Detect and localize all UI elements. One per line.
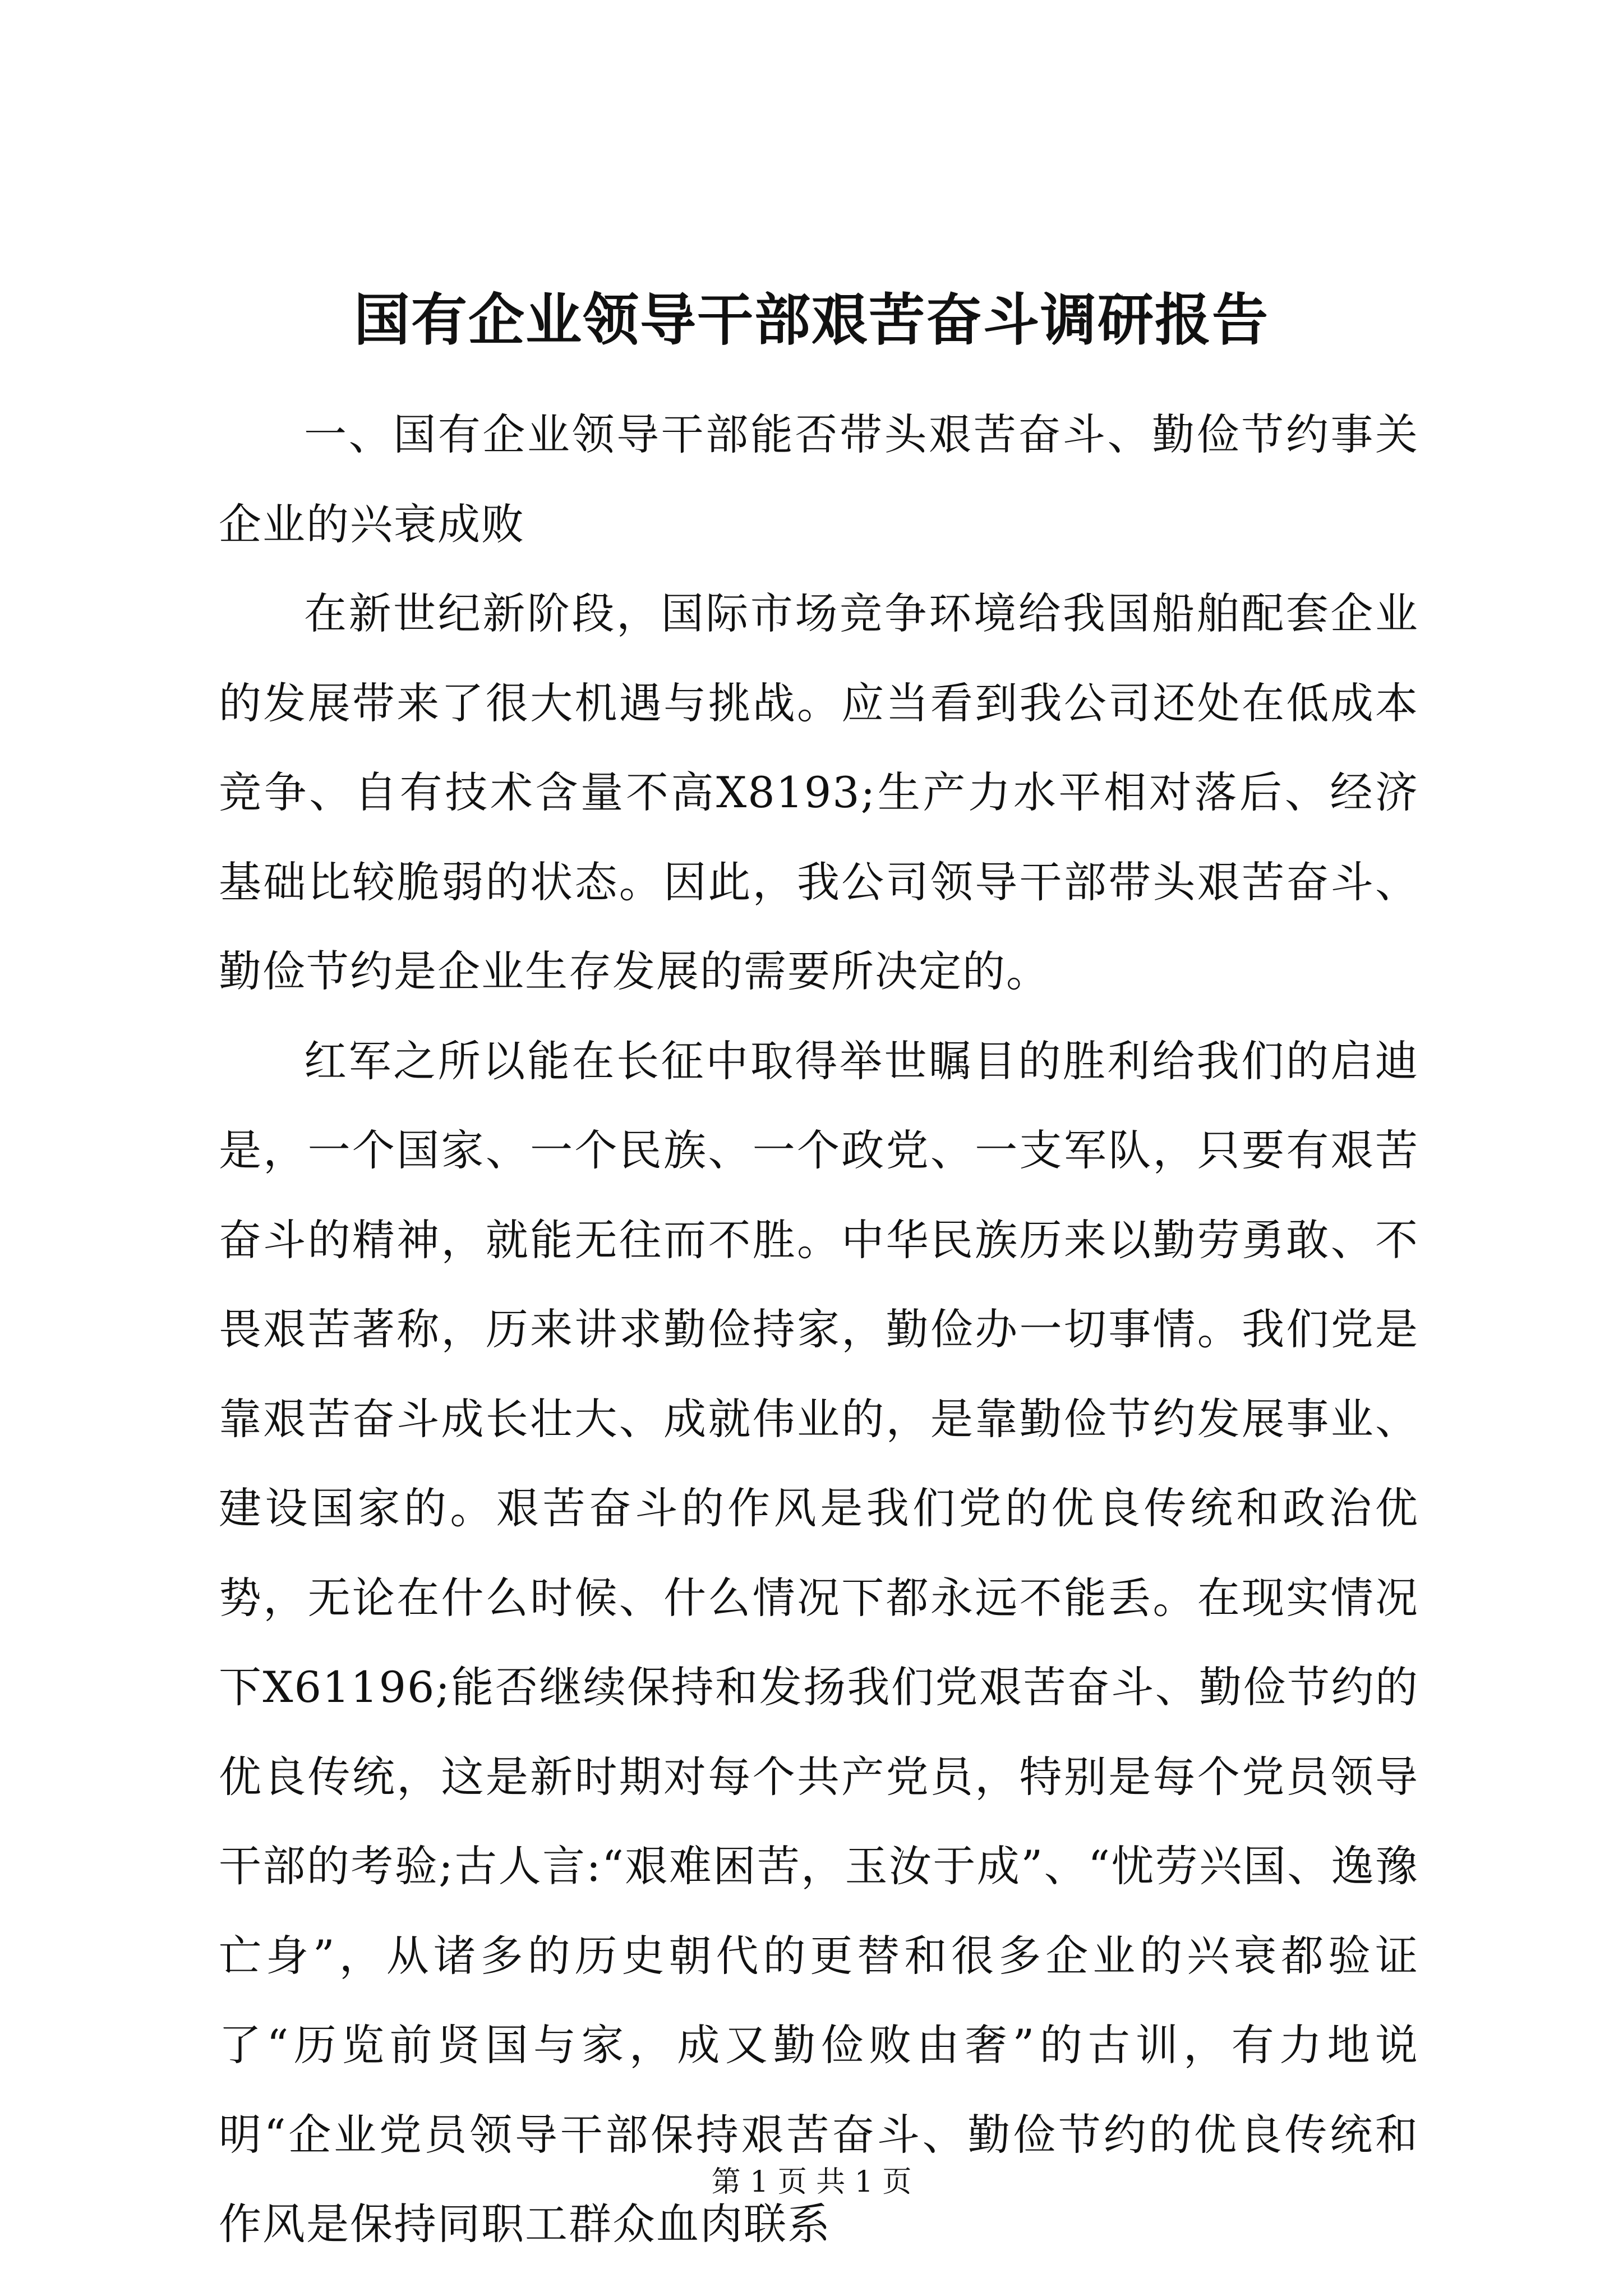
section-heading-paragraph: 一、国有企业领导干部能否带头艰苦奋斗、勤俭节约事关企业的兴衰成败: [219, 409, 1419, 549]
body-paragraph: 红军之所以能在长征中取得举世瞩目的胜利给我们的启迪是，一个国家、一个民族、一个政党、一支军队，只要有艰苦奋斗的精神，就能无往而不胜。中华民族历来以勤劳勇敢、不畏艰苦著称，历来讲求勤俭持家，勤俭办一切事情。我们党是靠艰苦奋斗成长壮大、成就伟业的，是靠勤俭节约发展事业、建设国家的。艰苦奋斗的作风是我们党的优良传统和政治优势，无论在什么时候、什么情况下都永远不能丢。在现实情况下X61196;能否继续保持和发扬我们党艰苦奋斗、勤俭节约的优良传统，这是新时期对每个共产党员，特别是每个党员领导干部的考验;古人言:“艰难困苦，玉汝于成”、“忧劳兴国、逸豫亡身”，从诸多的历史朝代的更替和很多企业的兴衰都验证了“历览前贤国与家，成又勤俭败由奢”的古训，有力地说明“企业党员领导干部保持艰苦奋斗、勤俭节约的优良传统和作风是保持同职工群众血肉联系: [219, 1036, 1419, 2249]
document-body: [219, 390, 1419, 2269]
document-title: 国有企业领导干部艰苦奋斗调研报告: [354, 287, 1269, 353]
body-paragraph: 在新世纪新阶段，国际市场竞争环境给我国船舶配套企业的发展带来了很大机遇与挑战。应当看到我公司还处在低成本竞争、自有技术含量不高X8193;生产力水平相对落后、经济基础比较脆弱的状态。因此，我公司领导干部带头艰苦奋斗、勤俭节约是企业生存发展的需要所决定的。: [219, 588, 1419, 996]
page-number-footer: 第 1 页 共 1 页: [711, 2165, 912, 2199]
